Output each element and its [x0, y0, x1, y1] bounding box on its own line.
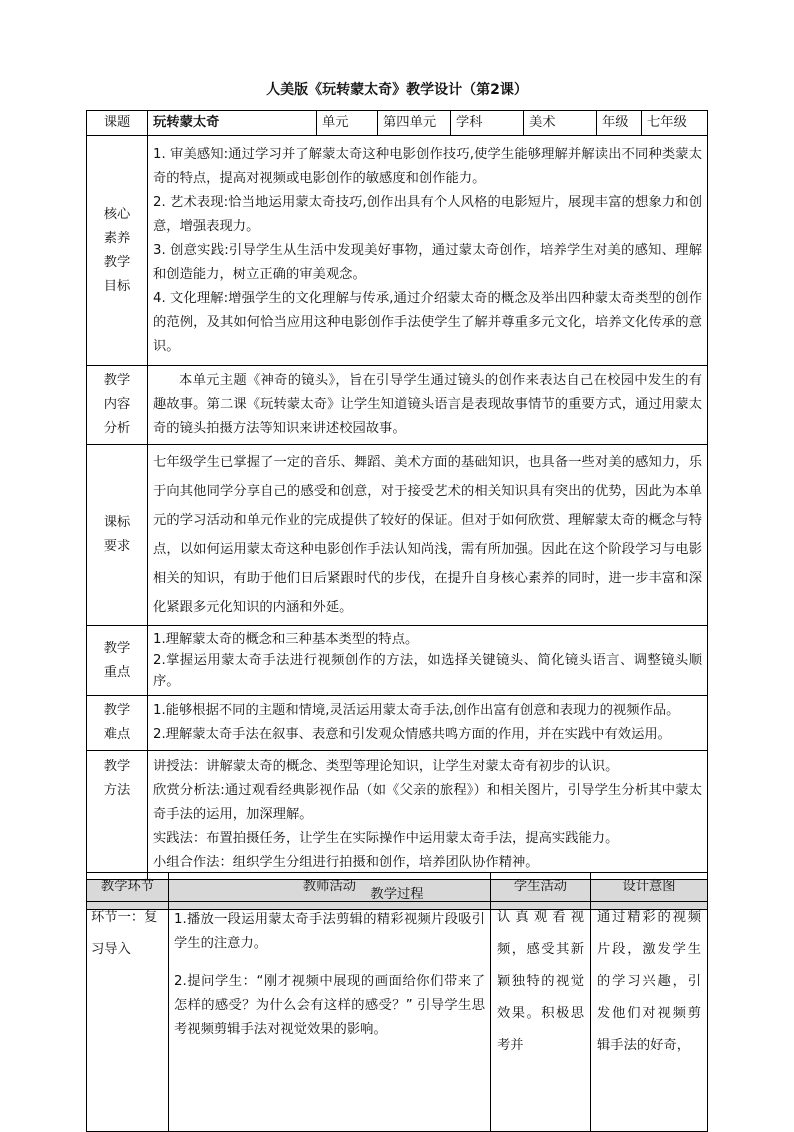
teacher-activity-item: 1.播放一段运用蒙太奇手法剪辑的精彩视频片段吸引学生的注意力。 [174, 912, 485, 951]
difficulty-item: 1.能够根据不同的主题和情境,灵活运用蒙太奇手法,创作出富有创意和表现力的视频作品。 [153, 703, 680, 718]
process-header-row [87, 873, 708, 902]
difficulties-label: 教学难点 [87, 696, 148, 751]
content-analysis-label: 教学内容分析 [87, 366, 148, 445]
header-teacher: 教师活动 [169, 873, 491, 902]
method-item: 讲授法：讲解蒙太奇的概念、类型等理论知识，让学生对蒙太奇有初步的认识。 [153, 759, 619, 774]
method-item: 欣赏分析法:通过观看经典影视作品（如《父亲的旅程》）和相关图片，引导学生分析其中蒙太奇手法的运用，加深理解。 [153, 783, 702, 822]
unit-value: 第四单元 [378, 111, 451, 136]
core-literacy-content [148, 136, 708, 366]
teacher-cell [169, 902, 491, 1132]
header-student: 学生活动 [491, 873, 591, 902]
difficulties-content [148, 696, 708, 751]
document-title: 人美版《玩转蒙太奇》教学设计（第2课） [266, 82, 528, 98]
method-item: 实践法：布置拍摄任务，让学生在实际操作中运用蒙太奇手法，提高实践能力。 [153, 831, 619, 846]
process-row [87, 902, 708, 1132]
subject-label: 学科 [451, 111, 524, 136]
method-item: 小组合作法：组织学生分组进行拍摄和创作，培养团队协作精神。 [153, 855, 539, 870]
key-points-label: 教学重点 [87, 626, 148, 696]
subject-value: 美术 [524, 111, 597, 136]
stage-cell: 环节一：复习导入 [87, 902, 169, 1132]
info-row [87, 111, 708, 136]
curriculum-text: 七年级学生已掌握了一定的音乐、舞蹈、美术方面的基础知识，也具备一些对美的感知力，乐于向其他同学分享自己的感受和创意，对于接受艺术的相关知识具有突出的优势，因此为本单元的学习活动和单元作业的完成提供了较好的保证。但对于如何欣赏、理解蒙太奇的概念与特点，以如何运用蒙太奇这种电影创作手法认知尚浅，需有所加强。因此在这个阶段学习与电影相关的知识，有助于他们日后紧跟时代的步伐，在提升自身核心素养的同时，进一步丰富和深化紧跟多元化知识的内涵和外延。 [148, 445, 708, 626]
key-point-item: 2.掌握运用蒙太奇手法进行视频创作的方法，如选择关键镜头、简化镜头语言、调整镜头顺序。 [153, 653, 702, 689]
curriculum-row [87, 445, 708, 626]
core-literacy-item: 2. 艺术表现:恰当地运用蒙太奇技巧,创作出具有个人风格的电影短片，展现丰富的想象力和创意，增强表现力。 [153, 194, 702, 234]
process-section-title: 教学过程 [87, 880, 708, 910]
key-points-row [87, 626, 708, 696]
unit-label: 单元 [317, 111, 378, 136]
core-literacy-item: 1. 审美感知:通过学习并了解蒙太奇这种电影创作技巧,使学生能够理解并解读出不同种类蒙太奇的特点，提高对视频或电影创作的敏感度和创作能力。 [153, 146, 702, 186]
content-analysis-row [87, 366, 708, 445]
intent-cell: 通过精彩的视频片段，激发学生的学习兴趣，引发他们对视频剪辑手法的好奇， [591, 902, 708, 1132]
methods-row [87, 751, 708, 880]
content-analysis-text: 本单元主题《神奇的镜头》，旨在引导学生通过镜头的创作来表达自己在校园中发生的有趣故事。第二课《玩转蒙太奇》让学生知道镜头语言是表现故事情节的重要方式，通过用蒙太奇的镜头拍摄方法等知识来讲述校园故事。 [148, 366, 708, 445]
core-literacy-label: 核心素养教学目标 [87, 136, 148, 366]
topic-label: 课题 [87, 111, 148, 136]
process-table [86, 872, 708, 1132]
grade-label: 年级 [597, 111, 642, 136]
core-literacy-row [87, 136, 708, 366]
key-points-content [148, 626, 708, 696]
difficulties-row [87, 696, 708, 751]
key-point-item: 1.理解蒙太奇的概念和三种基本类型的特点。 [153, 632, 419, 647]
methods-label: 教学方法 [87, 751, 148, 880]
core-literacy-item: 3. 创意实践:引导学生从生活中发现美好事物，通过蒙太奇创作，培养学生对美的感知、理解和创造能力，树立正确的审美观念。 [153, 242, 702, 282]
teacher-activity-item: 2.提问学生：“刚才视频中展现的画面给你们带来了怎样的感受？为什么会有这样的感受？” 引导学生思考视频剪辑手法对视觉效果的影响。 [174, 974, 485, 1037]
methods-content [148, 751, 708, 880]
curriculum-label: 课标要求 [87, 445, 148, 626]
core-literacy-item: 4. 文化理解:增强学生的文化理解与传承,通过介绍蒙太奇的概念及举出四种蒙太奇类型的创作的范例，及其如何恰当应用这种电影创作手法使学生了解并尊重多元文化，培养文化传承的意识。 [153, 290, 702, 354]
grade-value: 七年级 [642, 111, 708, 136]
difficulty-item: 2.理解蒙太奇手法在叙事、表意和引发观众情感共鸣方面的作用，并在实践中有效运用。 [153, 727, 671, 742]
lesson-plan-table [86, 110, 708, 910]
header-stage: 教学环节 [87, 873, 169, 902]
topic-value: 玩转蒙太奇 [148, 111, 317, 136]
student-cell: 认真观看视频，感受其新颖独特的视觉效果。积极思考并 [491, 902, 591, 1132]
header-intent: 设计意图 [591, 873, 708, 902]
